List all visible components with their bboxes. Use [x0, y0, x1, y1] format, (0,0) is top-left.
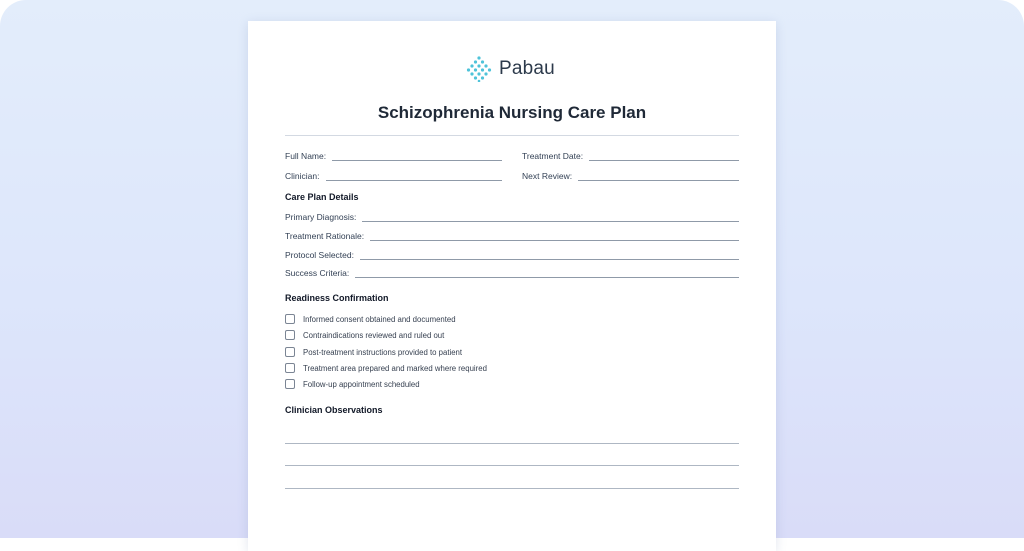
clinician-line[interactable] — [326, 172, 503, 181]
next-review-line[interactable] — [578, 172, 739, 181]
readiness-heading: Readiness Confirmation — [285, 293, 389, 303]
care-plan-document — [248, 21, 776, 551]
checklist-item-label: Follow-up appointment scheduled — [303, 379, 420, 389]
protocol-selected-label: Protocol Selected: — [285, 250, 354, 260]
brand-name: Pabau — [499, 58, 555, 79]
title-divider — [285, 135, 739, 136]
checklist-item[interactable] — [285, 347, 462, 357]
checkbox[interactable] — [285, 347, 295, 357]
protocol-selected-field[interactable] — [285, 250, 739, 260]
clinician-label: Clinician: — [285, 171, 320, 181]
success-criteria-label: Success Criteria: — [285, 268, 350, 278]
observation-line[interactable] — [285, 443, 739, 444]
observation-line[interactable] — [285, 465, 739, 466]
primary-diagnosis-label: Primary Diagnosis: — [285, 212, 357, 222]
document-title: Schizophrenia Nursing Care Plan — [377, 103, 647, 122]
diamond-dots-logo-icon — [465, 56, 493, 82]
checklist-item-label: Contraindications reviewed and ruled out — [303, 330, 445, 340]
success-criteria-line[interactable] — [355, 269, 739, 278]
protocol-selected-line[interactable] — [360, 251, 739, 260]
clinician-field[interactable] — [285, 171, 502, 181]
checklist-item-label: Informed consent obtained and documented — [303, 314, 456, 324]
treatment-date-label: Treatment Date: — [522, 151, 584, 161]
brand-logo — [465, 56, 555, 82]
checklist-item[interactable] — [285, 314, 456, 324]
next-review-field[interactable] — [522, 171, 739, 181]
primary-diagnosis-field[interactable] — [285, 212, 739, 222]
full-name-line[interactable] — [332, 152, 502, 161]
observations-heading: Clinician Observations — [285, 405, 383, 415]
full-name-field[interactable] — [285, 151, 502, 161]
treatment-rationale-line[interactable] — [370, 232, 739, 241]
care-plan-heading: Care Plan Details — [285, 192, 359, 202]
checklist-item-label: Post-treatment instructions provided to patient — [303, 347, 463, 357]
checkbox[interactable] — [285, 363, 295, 373]
treatment-date-field[interactable] — [522, 151, 739, 161]
checklist-item-label: Treatment area prepared and marked where required — [303, 363, 487, 373]
checklist-item[interactable] — [285, 379, 420, 389]
treatment-rationale-label: Treatment Rationale: — [285, 231, 365, 241]
success-criteria-field[interactable] — [285, 268, 739, 278]
full-name-label: Full Name: — [285, 151, 327, 161]
checkbox[interactable] — [285, 314, 295, 324]
checkbox[interactable] — [285, 379, 295, 389]
primary-diagnosis-line[interactable] — [362, 213, 739, 222]
next-review-label: Next Review: — [522, 171, 573, 181]
treatment-date-line[interactable] — [589, 152, 739, 161]
observation-line[interactable] — [285, 488, 739, 489]
checklist-item[interactable] — [285, 330, 444, 340]
treatment-rationale-field[interactable] — [285, 231, 739, 241]
checkbox[interactable] — [285, 330, 295, 340]
checklist-item[interactable] — [285, 363, 487, 373]
